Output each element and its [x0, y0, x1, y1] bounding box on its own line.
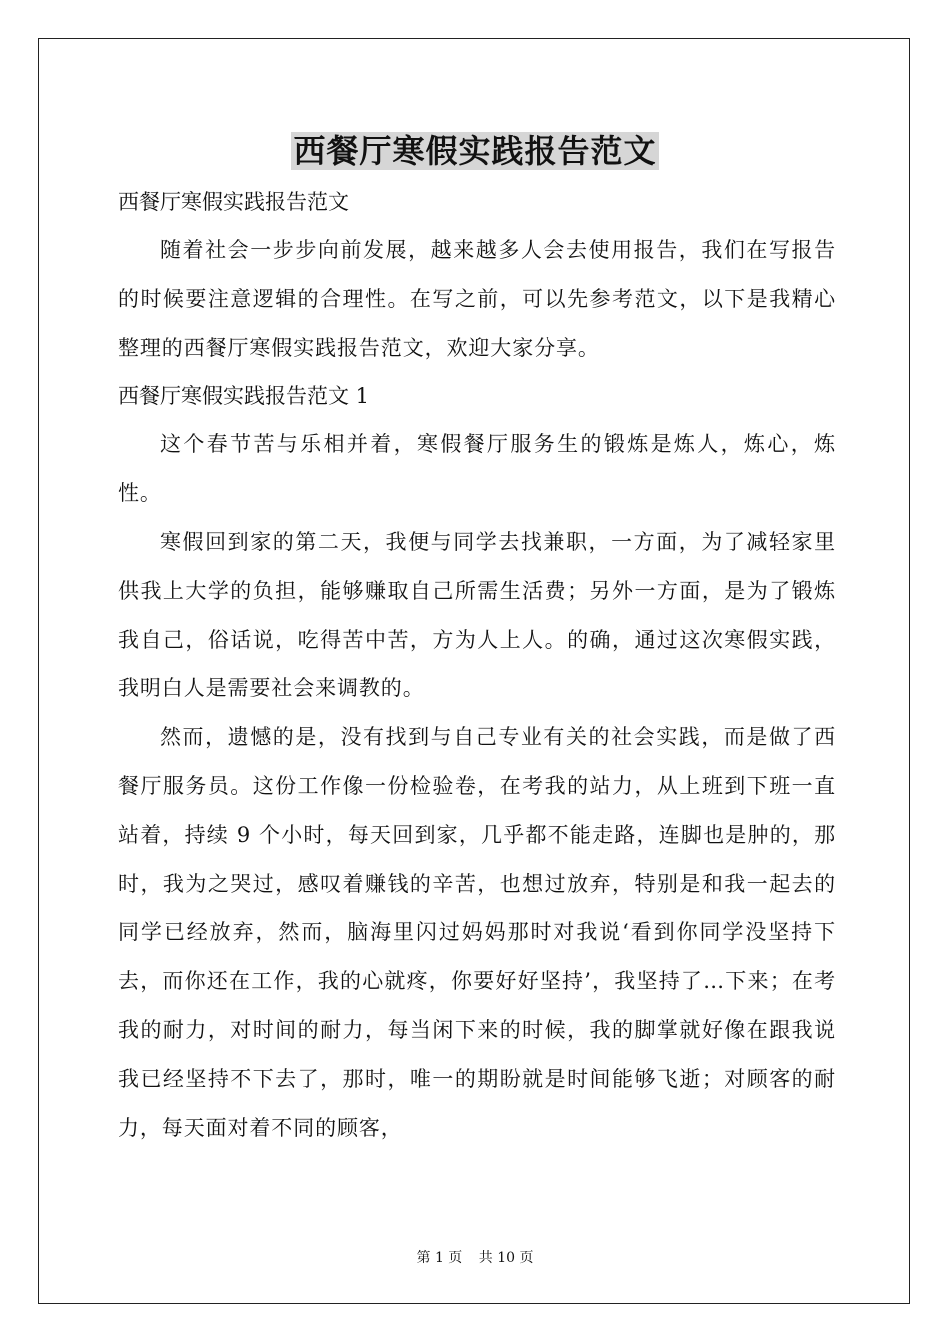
document-body [118, 178, 836, 1152]
page-number: 第 1 页 [416, 1250, 463, 1266]
page-total: 共 10 页 [478, 1250, 534, 1266]
body-paragraph: 然而，遗憾的是，没有找到与自己专业有关的社会实践，而是做了西餐厅服务员。这份工作像一份检验卷，在考我的站力，从上班到下班一直站着，持续 9 个小时，每天回到家，几乎都不能走路，连脚也是肿的，那时，我为之哭过，感叹着赚钱的辛苦，也想过放弃，特别是和我一起去的同学已经放弃，然而，脑海里闪过妈妈那时对我说‘看到你同学没坚持下去，而你还在工作，我的心就疼，你要好好坚持’，我坚持了…下来；在考我的耐力，对时间的耐力，每当闲下来的时候，我的脚掌就好像在跟我说我已经坚持不下去了，那时，唯一的期盼就是时间能够飞逝；对顾客的耐力，每天面对着不同的顾客， [118, 725, 836, 1140]
document-title-wrapper [0, 126, 950, 172]
body-paragraph: 这个春节苦与乐相并着，寒假餐厅服务生的锻炼是炼人，炼心，炼性。 [118, 432, 836, 506]
document-title: 西餐厅寒假实践报告范文 [293, 132, 657, 170]
body-paragraph: 寒假回到家的第二天，我便与同学去找兼职，一方面，为了减轻家里供我上大学的负担，能够赚取自己所需生活费；另外一方面，是为了锻炼我自己，俗话说，吃得苦中苦，方为人上人。的确，通过这次寒假实践，我明白人是需要社会来调教的。 [118, 529, 836, 701]
document-subtitle: 西餐厅寒假实践报告范文 [118, 190, 349, 214]
page-footer [0, 1247, 950, 1267]
section-heading: 西餐厅寒假实践报告范文 1 [118, 384, 370, 409]
intro-paragraph: 随着社会一步步向前发展，越来越多人会去使用报告，我们在写报告的时候要注意逻辑的合理性。在写之前，可以先参考范文，以下是我精心整理的西餐厅寒假实践报告范文，欢迎大家分享。 [118, 238, 836, 360]
